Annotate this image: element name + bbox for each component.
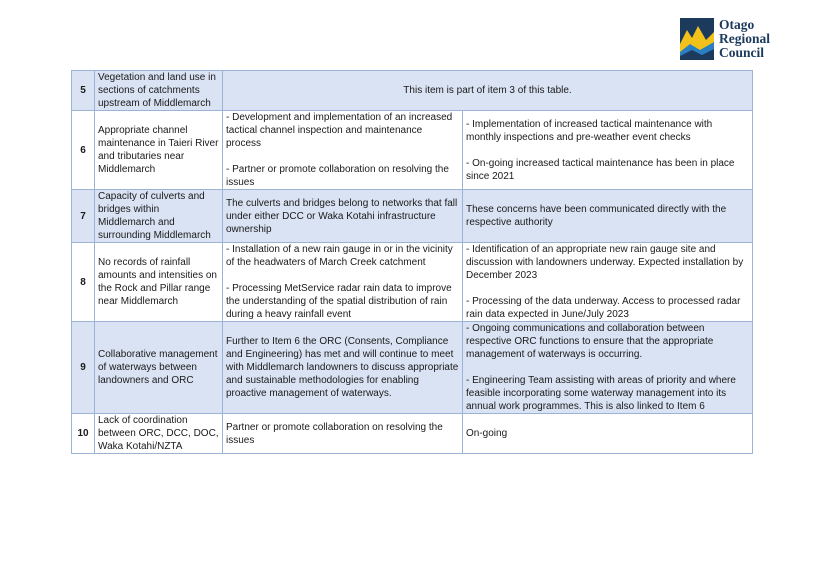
status-text: - Identification of an appropriate new rain gauge site and discussion with landowners underway. Expected installation by December 2023 - Processing of the data underway. Access to processed radar rain data expected in June/July 2023 [466, 244, 744, 320]
action-cell [223, 111, 463, 190]
row-number: 9 [72, 322, 95, 414]
row-number: 5 [72, 71, 95, 111]
action-cell [223, 243, 463, 322]
table-row [72, 322, 753, 414]
row-number: 10 [72, 414, 95, 454]
merged-note-cell: This item is part of item 3 of this table. [223, 71, 753, 111]
issue-cell: Appropriate channel maintenance in Taieri River and tributaries near Middlemarch [95, 111, 223, 190]
mountains-river-logo-icon [680, 18, 714, 60]
row-number: 6 [72, 111, 95, 190]
status-text: - Ongoing communications and collaboration between respective ORC functions to ensure that the appropriate management of waterways is occurring. - Engineering Team assisting with areas of priority and where feasible incorporating some waterway management into its annual work programmes. This is also linked to Item 6 [466, 323, 736, 412]
status-text: - Implementation of increased tactical maintenance with monthly inspections and pre-weather event checks - On-going increased tactical maintenance has been in place since 2021 [466, 118, 735, 182]
org-name-line1: Otago [719, 17, 755, 32]
row-number: 8 [72, 243, 95, 322]
action-text: - Installation of a new rain gauge in or in the vicinity of the headwaters of March Creek catchment - Processing MetService radar rain data to improve the understanding of the spatial distribution of rain during a heavy rainfall event [226, 244, 453, 320]
issue-cell: Lack of coordination between ORC, DCC, DOC, Waka Kotahi/NZTA [95, 414, 223, 454]
org-logo [680, 18, 770, 60]
status-cell [463, 243, 753, 322]
table-row [72, 71, 753, 111]
status-cell [463, 322, 753, 414]
table-row [72, 243, 753, 322]
issue-cell: No records of rainfall amounts and intensities on the Rock and Pillar range near Middlemarch [95, 243, 223, 322]
org-name-line2: Regional [719, 31, 771, 46]
table-row [72, 414, 753, 454]
status-cell [463, 111, 753, 190]
table-row [72, 111, 753, 190]
action-cell: Further to Item 6 the ORC (Consents, Compliance and Engineering) has met and will continue to meet with Middlemarch landowners to discuss appropriate and sustainable methodologies for enabling proactive management of waterways. [223, 322, 463, 414]
action-cell: Partner or promote collaboration on resolving the issues [223, 414, 463, 454]
issue-cell: Vegetation and land use in sections of catchments upstream of Middlemarch [95, 71, 223, 111]
action-text: - Development and implementation of an increased tactical channel inspection and maintenance process - Partner or promote collaboration on resolving the issues [226, 112, 453, 188]
issues-table [71, 70, 753, 454]
status-cell: On-going [463, 414, 753, 454]
table-row [72, 190, 753, 243]
org-name-line3: Council [719, 45, 765, 60]
status-cell: These concerns have been communicated directly with the respective authority [463, 190, 753, 243]
row-number: 7 [72, 190, 95, 243]
org-name [719, 18, 770, 60]
issue-cell: Collaborative management of waterways between landowners and ORC [95, 322, 223, 414]
issue-cell: Capacity of culverts and bridges within Middlemarch and surrounding Middlemarch [95, 190, 223, 243]
action-cell: The culverts and bridges belong to networks that fall under either DCC or Waka Kotahi infrastructure ownership [223, 190, 463, 243]
